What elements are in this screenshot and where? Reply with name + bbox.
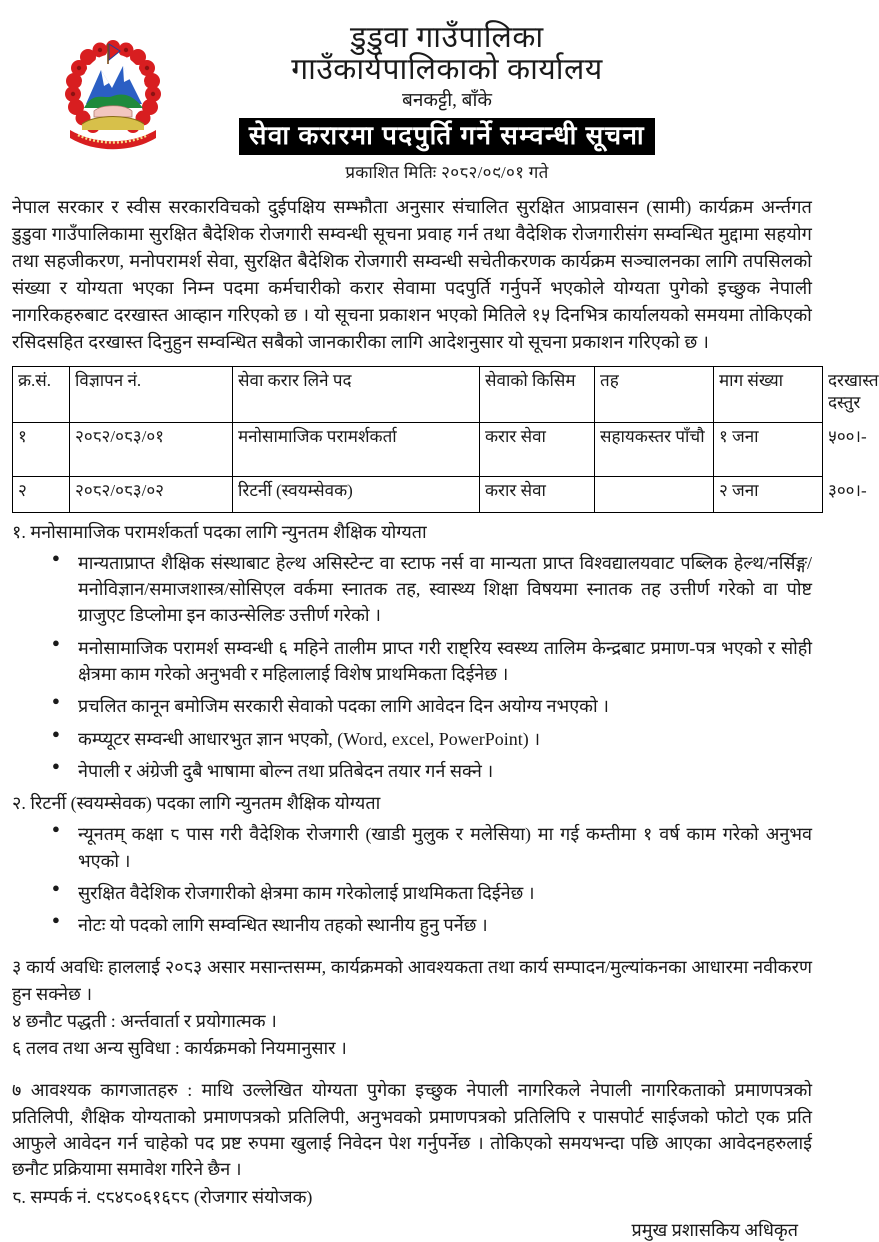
section-1-list xyxy=(12,550,812,784)
cell-post: मनोसामाजिक परामर्शकर्ता xyxy=(233,422,480,476)
cell-service-type: करार सेवा xyxy=(480,476,595,512)
table-row: २ २०८२/०८३/०२ रिटर्नी (स्वयम्सेवक) करार सेवा २ जना ३००।- xyxy=(13,476,823,512)
table-header-row: क्र.सं. विज्ञापन नं. सेवा करार लिने पद सेवाको किसिम तह माग संख्या दरखास्त दस्तुर xyxy=(13,366,823,422)
clause-contact-number: ८. सम्पर्क नं. ९८४८०६१६८८ (रोजगार संयोजक) xyxy=(12,1186,313,1207)
cell-service-type: करार सेवा xyxy=(480,422,595,476)
clause-work-duration: ३ कार्य अवधिः हाललाई २०८३ असार मसान्तसम्म, कार्यक्रमको आवश्यकता तथा कार्य सम्पादन/मुल्यांकनका आधारमा नवीकरण हुन सक्नेछ । xyxy=(12,957,812,1004)
section-1-heading: १. मनोसामाजिक परामर्शकर्ता पदका लागि न्युनतम शैक्षिक योग्यता xyxy=(12,521,427,542)
cell-vacancies: १ जना xyxy=(714,422,823,476)
th-vacancies: माग संख्या xyxy=(714,366,823,422)
nepal-government-emblem-icon xyxy=(60,38,166,156)
section-2-list xyxy=(12,821,812,938)
cell-vacancies: २ जना xyxy=(714,476,823,512)
list-item: ● सुरक्षित वैदेशिक रोजगारीको क्षेत्रमा काम गरेकोलाई प्राथमिकता दिईनेछ । xyxy=(52,880,812,906)
organization-office: गाउँकार्यपालिकाको कार्यालय xyxy=(291,53,603,87)
th-post: सेवा करार लिने पद xyxy=(233,366,480,422)
list-item: ● मान्यताप्राप्त शैक्षिक संस्थाबाट हेल्थ असिस्टेन्ट वा स्टाफ नर्स वा मान्यता प्राप्त विश्वद्यालयवाट पब्लिक हेल्थ/नर्सिङ्ग/मनोविज्ञान/समाजशास्त्र/सोसिएल वर्कमा स्नातक तह, स्वास्थ्य शिक्षा विषयमा स्नातक तह उत्तीर्ण गरेको वा पोष्ट ग्राजुएट डिप्लोमा इन काउन्सेलिङ उत्तीर्ण गरेको । xyxy=(52,550,812,629)
published-date: प्रकाशित मितिः २०८२/०९/०१ गते xyxy=(345,163,549,183)
cell-post: रिटर्नी (स्वयम्सेवक) xyxy=(233,476,480,512)
cell-advertisement-no: २०८२/०८३/०१ xyxy=(70,422,233,476)
cell-level xyxy=(595,476,714,512)
list-item: ● नोटः यो पदको लागि सम्वन्धित स्थानीय तहको स्थानीय हुनु पर्नेछ । xyxy=(52,912,812,938)
th-level: तह xyxy=(595,366,714,422)
list-item: ● कम्प्यूटर सम्वन्धी आधारभुत ज्ञान भएको, (Word, excel, PowerPoint) । xyxy=(52,726,812,752)
list-item: ● प्रचलित कानून बमोजिम सरकारी सेवाको पदका लागि आवेदन दिन अयोग्य नभएको । xyxy=(52,693,812,719)
organization-address: बनकट्टी, बाँके xyxy=(401,89,493,111)
section-2-heading: २. रिटर्नी (स्वयम्सेवक) पदका लागि न्युनतम शैक्षिक योग्यता xyxy=(12,793,381,814)
clause-required-documents: ७ आवश्यक कागजातहरु : माथि उल्लेखित योग्यता पुगेका इच्छुक नेपाली नागरिकले नेपाली नागरिकताको प्रमाणपत्रको प्रतिलिपी, शैक्षिक योग्यताको प्रमाणपत्रको प्रतिलिपी, अनुभवको प्रमाणपत्रको प्रतिलिपि र पासपोर्ट साईजको फोटो एक प्रति आफुले आवेदन गर्न चाहेको पद प्रष्ट रुपमा खुलाई निवेदन पेश गर्नुपर्नेछ । तोकिएको समयभन्दा पछि आएका आवेदनहरुलाई छनौट प्रक्रियामा समावेश गरिने छैन । xyxy=(12,1080,812,1180)
list-item: ● नेपाली र अंग्रेजी दुबै भाषामा बोल्न तथा प्रतिबेदन तयार गर्न सक्ने । xyxy=(52,758,812,784)
cell-level: सहायकस्तर पाँचौ xyxy=(595,422,714,476)
notice-title: सेवा करारमा पदपुर्ति गर्ने सम्वन्धी सूचना xyxy=(239,118,655,156)
intro-paragraph: नेपाल सरकार र स्वीस सरकारविचको दुईपक्षिय सम्झौता अनुसार संचालित सुरक्षित आप्रवासन (सामी) कार्यक्रम अर्न्तगत डुडुवा गाउँपालिकामा सुरक्षित बैदेशिक रोजगारी सम्वन्धी सूचना प्रवाह गर्न तथा वैदेशिक रोजगारीसंग सम्वन्धित मुद्दामा सहयोग तथा सहजीकरण, मनोपरामर्श सेवा, सुरक्षित बैदेशिक रोजगारी सम्वन्धी सचेतीकरणक कार्यक्रम सञ्चालनका लागि तपसिलको संख्या र योग्यता भएका निम्न पदमा कर्मचारीको करार सेवामा पदपुर्ति गर्नुपर्ने भएकोले योग्यता पुगेको इच्छुक नेपाली नागरिकहरुबाट दरखास्त आव्हान गरिएको छ । यो सूचना प्रकाशन भएको मितिले १५ दिनभित्र कार्यालयको समयमा तोकिएको रसिदसहित दरखास्त दिनुहुन सम्वन्धित सबैको जानकारीका लागि आदेशनुसार यो सूचना प्रकाशन गरिएको छ । xyxy=(12,197,812,352)
signatory-title: प्रमुख प्रशासकिय अधिकृत xyxy=(631,1219,798,1240)
clause-salary-benefits: ६ तलव तथा अन्य सुविधा : कार्यक्रमको नियमानुसार । xyxy=(12,1038,347,1059)
list-item: ● न्यूनतम् कक्षा ८ पास गरी वैदेशिक रोजगारी (खाडी मुलुक र मलेसिया) मा गई कम्तीमा १ वर्ष काम गरेको अनुभव भएको । xyxy=(52,821,812,874)
document-header xyxy=(12,22,812,190)
list-item: ● मनोसामाजिक परामर्श सम्वन्धी ६ महिने तालीम प्राप्त गरी राष्ट्रिय स्वस्थ्य तालिम केन्द्रबाट प्रमाण-पत्र भएको र सोही क्षेत्रमा काम गरेको अनुभवी र महिलालाई विशेष प्राथमिकता दिईनेछ । xyxy=(52,635,812,688)
th-service-type: सेवाको किसिम xyxy=(480,366,595,422)
cell-serial-number: १ xyxy=(13,422,70,476)
cell-advertisement-no: २०८२/०८३/०२ xyxy=(70,476,233,512)
cell-serial-number: २ xyxy=(13,476,70,512)
table-row: १ २०८२/०८३/०१ मनोसामाजिक परामर्शकर्ता करार सेवा सहायकस्तर पाँचौ १ जना ५००।- xyxy=(13,422,823,476)
vacancy-table xyxy=(12,366,879,513)
clause-selection-method: ४ छनौट पद्धती : अर्न्तवार्ता र प्रयोगात्मक । xyxy=(12,1010,277,1031)
organization-name: डुडुवा गाउँपालिका xyxy=(350,21,544,54)
th-advertisement-no: विज्ञापन नं. xyxy=(70,366,233,422)
th-serial-number: क्र.सं. xyxy=(13,366,70,422)
